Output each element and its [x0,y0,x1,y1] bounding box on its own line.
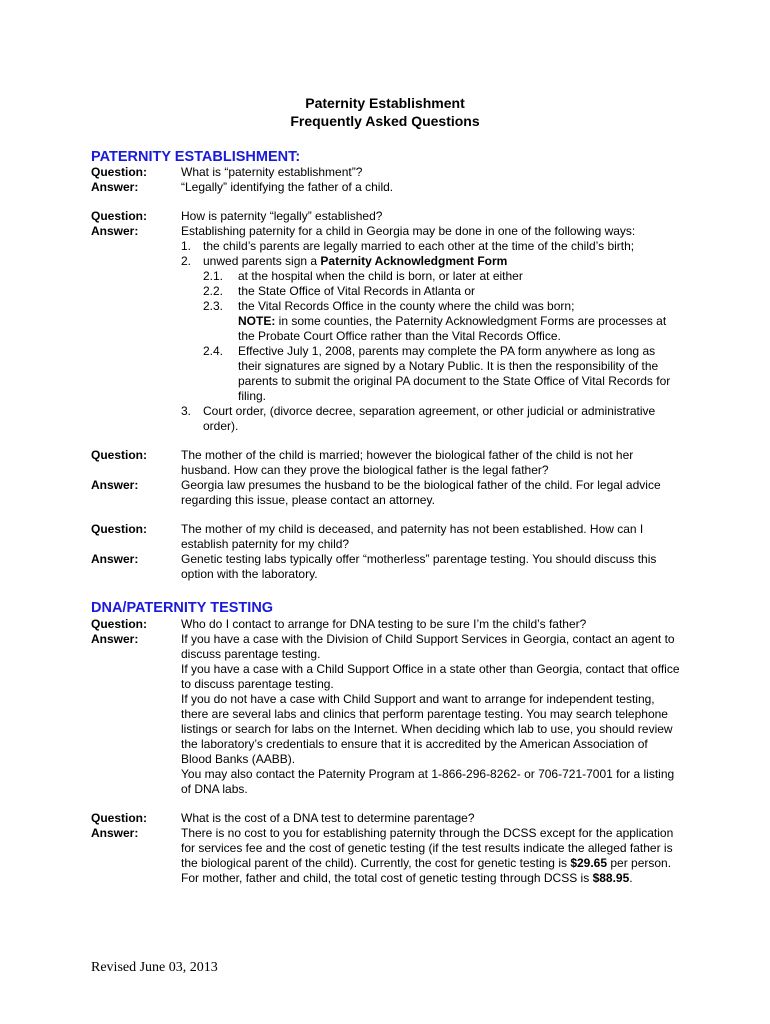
list-item: the child’s parents are legally married to each other at the time of the child’s birth; [203,239,635,253]
list-number: 2. [181,254,192,268]
document-subtitle: Frequently Asked Questions [290,113,480,129]
question-text: The mother of my child is deceased, and paternity has not been established. How can I establish paternity for my child? [181,522,644,551]
question-text: How is paternity “legally” established? [181,209,383,223]
question-label: Question: [91,811,147,825]
question-label: Question: [91,165,147,179]
answer-label: Answer: [91,826,139,840]
question-text: The mother of the child is married; however the biological father of the child is not her husband. How can they prove the biological father is the legal father? [181,448,634,477]
answer-paragraph: If you have a case with a Child Support Office in a state other than Georgia, contact that office to discuss parentage testing. [181,662,680,691]
sublist-number: 2.3. [203,299,224,313]
form-name-bold: Paternity Acknowledgment Form [320,254,508,268]
sublist-number: 2.4. [203,344,224,358]
note-body: in some counties, the Paternity Acknowledgment Forms are processes at the Probate Court Office rather than the Vital Records Office. [238,314,667,343]
question-text: What is the cost of a DNA test to determine parentage? [181,811,475,825]
list-item: Court order, (divorce decree, separation agreement, or other judicial or administrative order). [203,404,656,433]
question-text: What is “paternity establishment”? [181,165,363,179]
list-number: 3. [181,404,192,418]
question-label: Question: [91,522,147,536]
answer-text: Establishing paternity for a child in Georgia may be done in one of the following ways: [181,224,636,238]
sublist-number: 2.1. [203,269,224,283]
revision-date: Revised June 03, 2013 [91,960,218,975]
answer-label: Answer: [91,224,139,238]
answer-label: Answer: [91,552,139,566]
question-label: Question: [91,209,147,223]
sublist-number: 2.2. [203,284,224,298]
answer-text-part: . [629,871,633,885]
answer-text: “Legally” identifying the father of a child. [181,180,394,194]
section-heading-paternity: PATERNITY ESTABLISHMENT: [91,149,301,165]
sublist-item: Effective July 1, 2008, parents may complete the PA form anywhere as long as their signatures are signed by a Notary Public. It is then the responsibility of the parents to submit the original PA document to the State Office of Vital Records for filing. [238,344,671,403]
section-heading-dna-testing: DNA/PATERNITY TESTING [91,600,274,616]
list-number: 1. [181,239,192,253]
note-label: NOTE: [238,314,276,328]
note-text [238,314,681,344]
answer-text: Georgia law presumes the husband to be the biological father of the child. For legal advice regarding this issue, please contact an attorney. [181,478,661,507]
list-item [203,254,681,269]
answer-label: Answer: [91,632,139,646]
answer-text-part: There is no cost to you for establishing paternity through the DCSS except for the application for services fee and the cost of genetic testing (if the test results indicate the alleged father is the biological parent of the child). Currently, the cost for genetic testing is [181,826,674,870]
price-total: $88.95 [592,871,630,885]
answer-label: Answer: [91,180,139,194]
list-item-text: unwed parents sign a [203,254,321,268]
answer-paragraph: If you do not have a case with Child Support and want to arrange for independent testing, there are several labs and clinics that perform parentage testing. You may search telephone listings or search for labs on the Internet. When deciding which lab to use, you should review the laboratory’s credentials to ensure that it is accredited by the American Association of Blood Banks (AABB). [181,692,673,766]
question-text: Who do I contact to arrange for DNA testing to be sure I’m the child’s father? [181,617,587,631]
sublist-item: at the hospital when the child is born, or later at either [238,269,523,283]
price-per-person: $29.65 [570,856,608,870]
answer-label: Answer: [91,478,139,492]
answer-text-part: per person. For mother, father and child, the total cost of genetic testing through DCSS is [181,856,672,885]
answer-paragraph: If you have a case with the Division of Child Support Services in Georgia, contact an agent to discuss parentage testing. [181,632,675,661]
document-title: Paternity Establishment [305,95,465,111]
answer-text [181,826,681,886]
question-label: Question: [91,617,147,631]
sublist-item: the State Office of Vital Records in Atlanta or [238,284,476,298]
sublist-item: the Vital Records Office in the county where the child was born; [238,299,575,313]
answer-text: Genetic testing labs typically offer “motherless” parentage testing. You should discuss this option with the laboratory. [181,552,657,581]
question-label: Question: [91,448,147,462]
answer-paragraph: You may also contact the Paternity Program at 1-866-296-8262- or 706-721-7001 for a listing of DNA labs. [181,767,675,796]
